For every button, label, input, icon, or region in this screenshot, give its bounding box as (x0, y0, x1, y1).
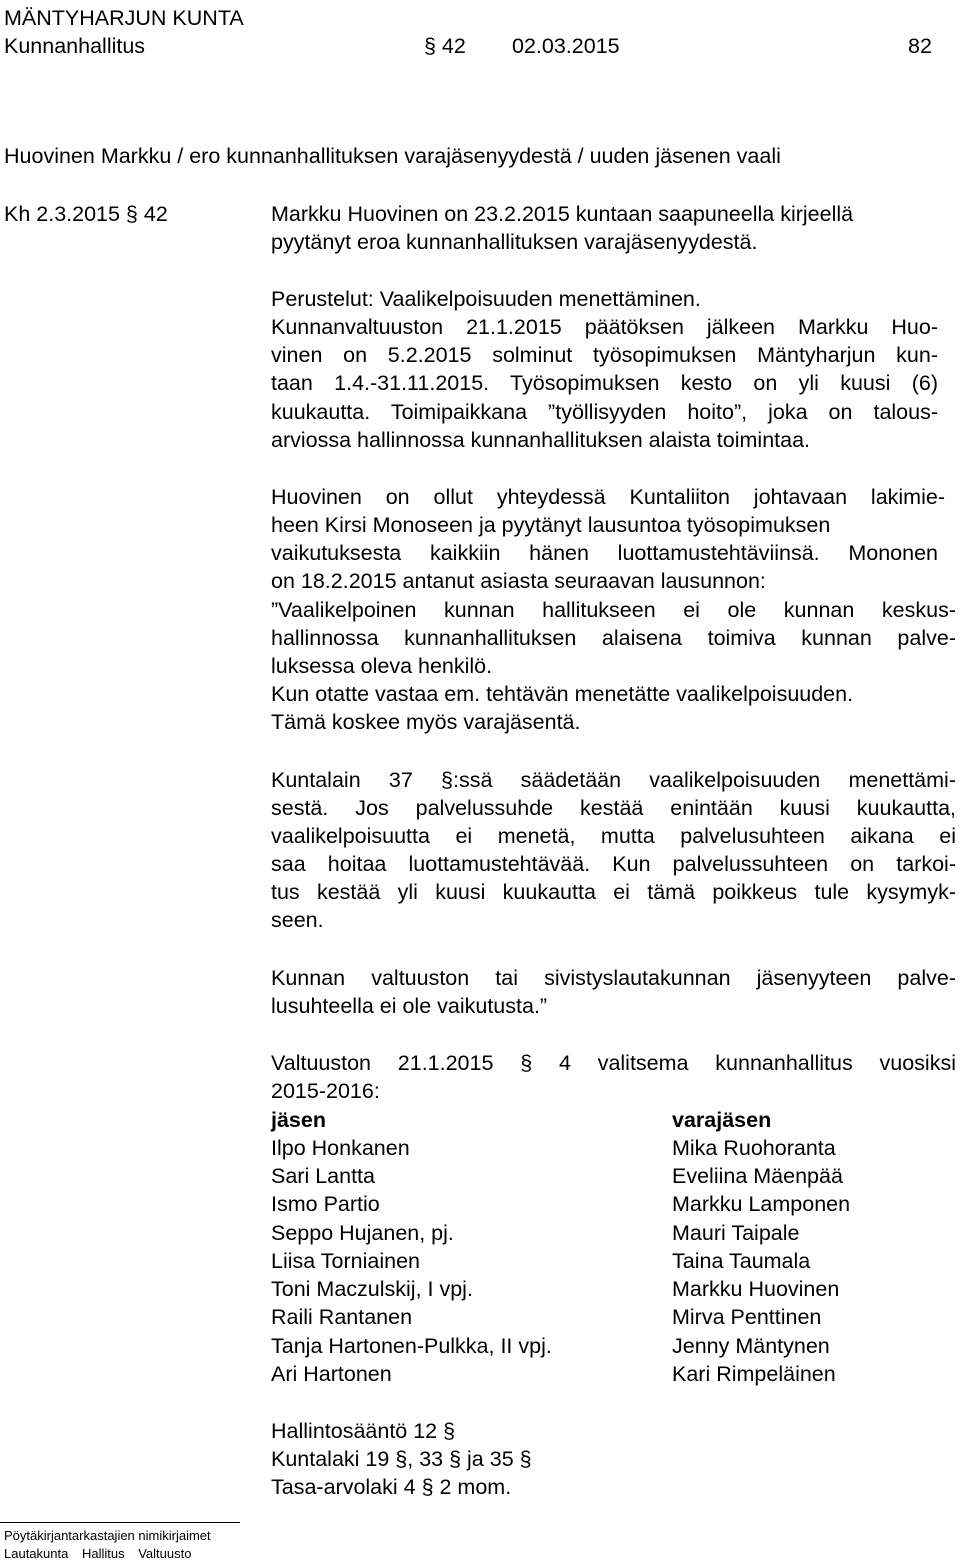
label-valtuusto: Valtuusto (138, 1546, 192, 1561)
paragraph4-line: Kunnan valtuuston tai sivistyslautakunnan jäsenyyteen palve- (271, 966, 956, 990)
member-name: Tanja Hartonen-Pulkka, II vpj. (271, 1334, 552, 1358)
legal-reference: Tasa-arvolaki 4 § 2 mom. (271, 1475, 512, 1499)
deputy-name: Markku Huovinen (672, 1277, 840, 1301)
intro-line-2: pyytänyt eroa kunnanhallituksen varajäsenyydestä. (271, 230, 758, 254)
paragraph1-line: Perustelut: Vaalikelpoisuuden menettäminen. (271, 287, 701, 311)
member-column-header: jäsen (271, 1108, 326, 1132)
paragraph5-line: 2015-2016: (271, 1079, 380, 1103)
paragraph3-line: seen. (271, 908, 324, 932)
document-title: Huovinen Markku / ero kunnanhallituksen varajäsenyydestä / uuden jäsenen vaali (4, 144, 781, 168)
body-name: Kunnanhallitus (4, 34, 146, 58)
paragraph2-line: Kun otatte vastaa em. tehtävän menetätte vaalikelpoisuuden. (271, 682, 854, 706)
section-number: § 42 (424, 34, 466, 58)
paragraph2-line: on 18.2.2015 antanut asiasta seuraavan lausunnon: (271, 569, 766, 593)
intro-line-1: Markku Huovinen on 23.2.2015 kuntaan saapuneella kirjeellä (271, 202, 854, 226)
deputy-name: Mika Ruohoranta (672, 1136, 836, 1160)
paragraph3-line: Kuntalain 37 §:ssä säädetään vaalikelpoisuuden menettämi- (271, 768, 956, 792)
deputy-name: Mauri Taipale (672, 1221, 800, 1245)
legal-reference: Kuntalaki 19 §, 33 § ja 35 § (271, 1447, 532, 1471)
paragraph1-line: arviossa hallinnossa kunnanhallituksen alaista toimintaa. (271, 428, 811, 452)
member-name: Sari Lantta (271, 1164, 375, 1188)
paragraph4-line: lusuhteella ei ole vaikutusta.” (271, 994, 548, 1018)
member-name: Ari Hartonen (271, 1362, 392, 1386)
member-name: Toni Maczulskij, I vpj. (271, 1277, 473, 1301)
member-name: Ismo Partio (271, 1192, 380, 1216)
meeting-date: 02.03.2015 (512, 34, 620, 58)
paragraph5-line: Valtuuston 21.1.2015 § 4 valitsema kunnanhallitus vuosiksi (271, 1051, 956, 1075)
paragraph3-line: saa hoitaa luottamustehtävää. Kun palvelussuhteen on tarkoi- (271, 852, 956, 876)
signature-title: Pöytäkirjantarkastajien nimikirjaimet (4, 1528, 211, 1543)
deputy-name: Mirva Penttinen (672, 1305, 822, 1329)
paragraph1-line: taan 1.4.-31.11.2015. Työsopimuksen kesto on yli kuusi (6) (271, 371, 938, 395)
member-name: Seppo Hujanen, pj. (271, 1221, 454, 1245)
member-name: Raili Rantanen (271, 1305, 413, 1329)
paragraph1-line: vinen on 5.2.2015 solminut työsopimuksen Mäntyharjun kun- (271, 343, 938, 367)
deputy-name: Jenny Mäntynen (672, 1334, 830, 1358)
meeting-reference: Kh 2.3.2015 § 42 (4, 202, 168, 226)
paragraph1-line: Kunnanvaltuuston 21.1.2015 päätöksen jälkeen Markku Huo- (271, 315, 938, 339)
municipality-name: MÄNTYHARJUN KUNTA (4, 6, 244, 30)
paragraph3-line: tus kestää yli kuusi kuukautta ei tämä poikkeus tule kysymyk- (271, 880, 956, 904)
deputy-name: Markku Lamponen (672, 1192, 851, 1216)
deputy-name: Taina Taumala (672, 1249, 811, 1273)
legal-reference: Hallintosääntö 12 § (271, 1419, 456, 1443)
paragraph2-line: Huovinen on ollut yhteydessä Kuntaliiton johtavaan lakimie- (271, 485, 945, 509)
deputy-name: Kari Rimpeläinen (672, 1362, 836, 1386)
page-number: 82 (908, 34, 932, 58)
paragraph2-line: ”Vaalikelpoinen kunnan hallitukseen ei ole kunnan keskus- (271, 598, 956, 622)
member-name: Liisa Torniainen (271, 1249, 421, 1273)
paragraph3-line: sestä. Jos palvelussuhde kestää enintään kuusi kuukautta, (271, 796, 956, 820)
paragraph2-line: luksessa oleva henkilö. (271, 654, 493, 678)
paragraph2-line: vaikutuksesta kaikkiin hänen luottamustehtäviinsä. Mononen (271, 541, 938, 565)
signature-labels (4, 1546, 201, 1562)
paragraph1-line: kuukautta. Toimipaikkana ”työllisyyden hoito”, joka on talous- (271, 400, 938, 424)
label-lautakunta: Lautakunta (4, 1546, 69, 1561)
paragraph2-line: Tämä koskee myös varajäsentä. (271, 710, 581, 734)
deputy-column-header: varajäsen (672, 1108, 772, 1132)
paragraph2-line: hallinnossa kunnanhallituksen alaisena toimiva kunnan palve- (271, 626, 956, 650)
paragraph3-line: vaalikelpoisuutta ei menetä, mutta palvelusuhteen aikana ei (271, 824, 956, 848)
paragraph2-line: heen Kirsi Monoseen ja pyytänyt lausuntoa työsopimuksen (271, 513, 831, 537)
label-hallitus: Hallitus (81, 1546, 125, 1561)
member-name: Ilpo Honkanen (271, 1136, 410, 1160)
deputy-name: Eveliina Mäenpää (672, 1164, 843, 1188)
footer-rule (0, 1522, 240, 1523)
